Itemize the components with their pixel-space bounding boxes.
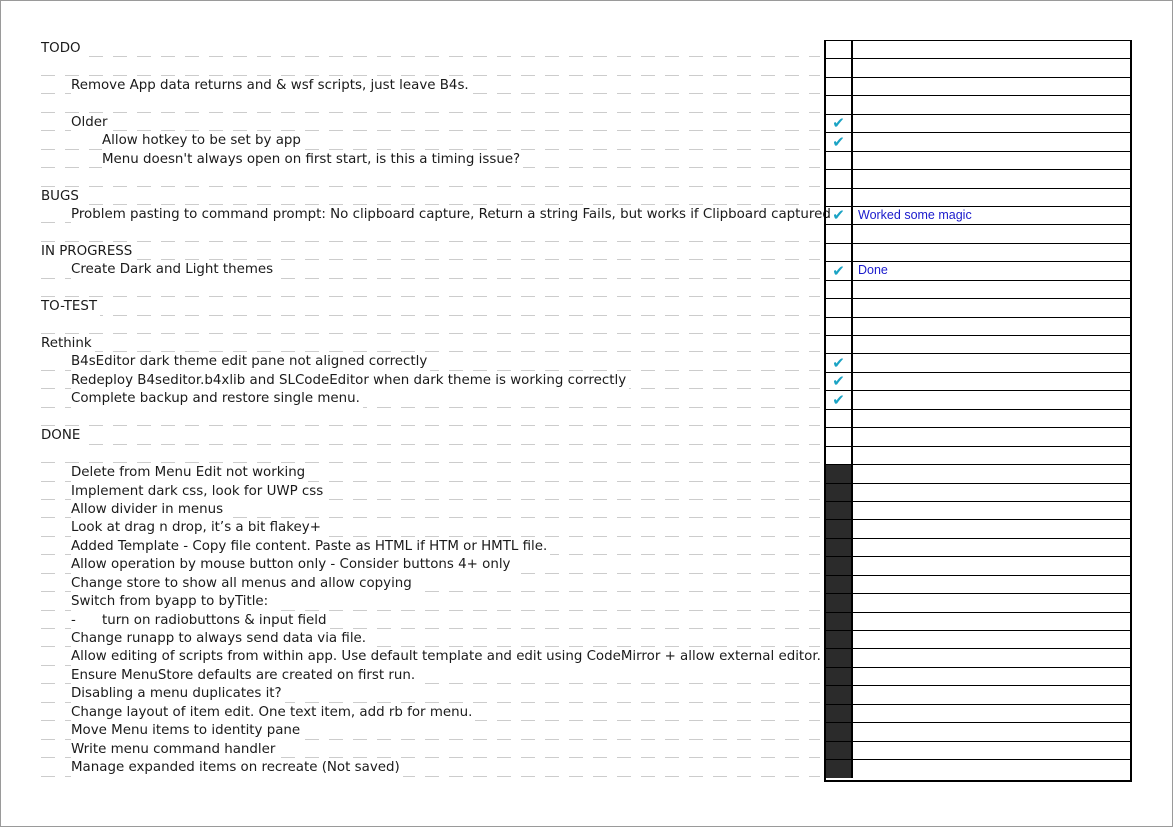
check-cell[interactable] [826,557,853,574]
check-cell[interactable] [826,760,853,777]
grid-row [826,224,1130,242]
task-row [0,741,820,759]
task-row [0,95,820,113]
check-cell[interactable] [826,742,853,759]
grid-row [826,409,1130,427]
task-row [0,648,820,666]
grid-row [826,132,1130,150]
check-cell[interactable] [826,373,853,390]
task-text: TODO [41,41,81,56]
check-cell[interactable] [826,281,853,298]
status-note: Done [858,263,888,278]
section-heading [41,298,100,316]
task-row [0,390,820,408]
check-cell[interactable] [826,520,853,537]
task-row [0,704,820,722]
task-item-text [71,538,550,556]
task-text: Implement dark css, look for UWP css [71,483,324,499]
check-cell[interactable] [826,115,853,132]
check-cell[interactable] [826,244,853,261]
task-item-text [71,501,226,519]
grid-row [826,95,1130,113]
dashed-guide-line [41,315,820,316]
task-text: Move Menu items to identity pane [71,723,301,739]
task-text: BUGS [41,188,79,204]
checkmark-icon: ✔ [832,261,845,280]
check-cell[interactable] [826,428,853,445]
task-text: Allow divider in menus [71,501,224,517]
grid-row [826,556,1130,574]
dashed-guide-line [41,112,820,113]
dashed-guide-line [41,186,820,187]
grid-row [826,298,1130,316]
task-row [0,280,820,298]
dashed-guide-line [41,241,820,242]
task-text: Problem pasting to command prompt: No clipboard capture, Return a string Fails, but works if Clipboard captured [71,206,831,222]
check-cell[interactable] [826,686,853,703]
check-cell[interactable] [826,299,853,316]
grid-row [826,704,1130,722]
task-row [0,759,820,777]
grid-row [826,40,1130,58]
task-row [0,538,820,556]
task-item-text [71,741,278,759]
task-row [0,224,820,242]
check-cell[interactable] [826,502,853,519]
grid-row [826,648,1130,666]
check-cell[interactable] [826,594,853,611]
check-cell[interactable] [826,613,853,630]
check-cell[interactable] [826,631,853,648]
grid-row [826,58,1130,76]
task-row [0,630,820,648]
task-item-text [71,648,824,666]
grid-row [826,151,1130,169]
checkmark-icon: ✔ [832,390,845,409]
grid-row [826,593,1130,611]
task-row [0,132,820,150]
task-item-text [71,464,308,482]
check-cell[interactable] [826,447,853,464]
check-cell[interactable] [826,41,853,58]
check-cell[interactable] [826,649,853,666]
check-cell[interactable] [826,391,853,408]
task-row [0,206,831,224]
task-row [0,464,820,482]
task-text: IN PROGRESS [41,243,133,259]
check-cell[interactable] [826,225,853,242]
task-row [0,188,820,206]
task-item-text [71,77,472,95]
task-row [0,40,820,58]
task-row [0,77,820,95]
task-text: Manage expanded items on recreate (Not saved) [71,760,400,776]
task-text: Disabling a menu duplicates it? [71,686,282,702]
task-text: B4sEditor dark theme edit pane not aligned correctly [71,354,428,370]
task-row [0,483,820,501]
task-row [0,298,820,316]
dashed-guide-line [41,444,820,445]
check-cell[interactable] [826,207,853,224]
task-row [0,501,820,519]
check-cell[interactable] [826,354,853,371]
status-grid [824,40,1132,782]
grid-row [826,353,1130,371]
section-heading [41,335,95,353]
task-item-text [71,483,326,501]
task-item-text [71,114,111,132]
task-item-text [71,704,475,722]
section-heading [41,243,135,261]
task-row [0,409,820,427]
grid-row [826,427,1130,445]
task-item-text [71,593,271,611]
task-text: Switch from byapp to byTitle: [71,594,269,610]
checkmark-icon: ✔ [832,353,845,372]
check-cell[interactable] [826,78,853,95]
task-row [0,261,820,279]
task-text: Create Dark and Light themes [71,262,274,278]
grid-row [826,372,1130,390]
task-row [0,593,820,611]
grid-row [826,114,1130,132]
grid-row [826,519,1130,537]
task-text: Change runapp to always send data via file. [71,631,367,646]
task-item-text [71,630,369,648]
task-item-text [71,575,415,593]
checkmark-icon: ✔ [832,114,845,133]
task-item-text [71,685,285,703]
task-item-text [102,151,523,169]
grid-row [826,169,1130,187]
check-cell[interactable] [826,410,853,427]
task-text: Complete backup and restore single menu. [71,391,360,407]
list-bullet: - [71,612,76,628]
task-text: Added Template - Copy file content. Paste as HTML if HTM or HMTL file. [71,538,548,554]
grid-row [826,188,1130,206]
task-row [0,446,820,464]
grid-row [826,685,1130,703]
grid-row [826,317,1130,335]
section-heading [41,427,83,445]
task-row [0,151,820,169]
section-heading [41,188,82,206]
check-cell[interactable] [826,152,853,169]
task-row [0,169,820,187]
task-item-text [71,759,403,777]
checkmark-icon: ✔ [832,206,845,225]
task-item-text [71,261,276,279]
task-row [0,114,820,132]
dashed-guide-line [41,204,820,205]
task-item-text [71,206,834,224]
task-row [0,58,820,76]
check-cell[interactable] [826,170,853,187]
dashed-guide-line [41,56,820,57]
grid-row [826,446,1130,464]
section-heading [41,40,84,58]
task-text: Look at drag n drop, it’s a bit flakey+ [71,520,321,536]
check-cell[interactable] [826,59,853,76]
dashed-guide-line [41,130,820,131]
task-text: turn on radiobuttons & input field [102,612,327,628]
check-cell[interactable] [826,318,853,335]
task-text: Change layout of item edit. One text item, add rb for menu. [71,704,473,720]
task-text: Allow editing of scripts from within app. Use default template and edit using CodeMirror + allow external editor. [71,649,821,665]
status-note: Worked some magic [858,207,972,222]
task-text: Allow operation by mouse button only - Consider buttons 4+ only [71,557,511,573]
task-row [0,243,820,261]
dashed-guide-line [41,462,820,463]
grid-row [826,483,1130,501]
task-item-text [71,519,324,537]
task-item-text [71,390,363,408]
grid-row [826,77,1130,95]
task-text: Older [71,114,108,130]
dashed-guide-line [41,333,820,334]
grid-row [826,243,1130,261]
dashed-guide-line [41,425,820,426]
check-cell[interactable] [826,336,853,353]
task-item-text [71,556,513,574]
check-cell[interactable] [826,668,853,685]
dashed-guide-line [41,75,820,76]
task-text: Allow hotkey to be set by app [102,133,301,149]
grid-row [826,759,1130,777]
check-cell[interactable] [826,189,853,206]
task-item-text [71,722,303,740]
check-cell[interactable] [826,539,853,556]
task-text: Remove App data returns and & wsf scripts, just leave B4s. [71,77,469,93]
task-item-text [71,612,330,630]
grid-row [826,630,1130,648]
status-grid-body [826,40,1130,778]
task-text: Ensure MenuStore defaults are created on first run. [71,667,416,683]
task-row [0,556,820,574]
task-row [0,667,820,685]
task-row [0,317,820,335]
task-item-text [102,132,304,150]
task-row [0,427,820,445]
grid-row [826,261,1130,279]
grid-row [826,280,1130,298]
task-text: Redeploy B4seditor.b4xlib and SLCodeEditor when dark theme is working correctly [71,372,627,388]
grid-row [826,335,1130,353]
task-row [0,685,820,703]
check-cell[interactable] [826,576,853,593]
check-cell[interactable] [826,484,853,501]
checkmark-icon: ✔ [832,132,845,151]
task-list [0,40,831,778]
task-text: Change store to show all menus and allow copying [71,575,412,591]
dashed-guide-line [41,351,820,352]
check-cell[interactable] [826,465,853,482]
grid-row [826,741,1130,759]
check-cell[interactable] [826,96,853,113]
task-text: Rethink [41,336,92,351]
task-row [0,575,820,593]
task-item-text [71,372,629,390]
task-row [0,722,820,740]
task-row [0,353,820,371]
task-row [0,519,820,537]
grid-row [826,464,1130,482]
grid-row [826,390,1130,408]
grid-row [826,501,1130,519]
grid-row [826,206,1130,224]
task-text: Menu doesn't always open on first start, is this a timing issue? [102,151,521,167]
check-cell[interactable] [826,705,853,722]
task-item-text [71,667,418,685]
dashed-guide-line [41,259,820,260]
task-text: TO-TEST [41,299,98,315]
check-cell[interactable] [826,262,853,279]
task-text: DONE [41,428,81,444]
grid-bottom-border [826,780,1130,782]
grid-row [826,575,1130,593]
task-row [0,372,820,390]
grid-row [826,612,1130,630]
check-cell[interactable] [826,723,853,740]
task-text: Delete from Menu Edit not working [71,465,306,481]
checkmark-icon: ✔ [832,372,845,391]
grid-row [826,667,1130,685]
task-row [0,612,820,630]
check-cell[interactable] [826,133,853,150]
task-row [0,335,820,353]
task-text: Write menu command handler [71,741,276,757]
task-item-text [71,353,430,371]
grid-row [826,538,1130,556]
dashed-guide-line [41,296,820,297]
grid-row [826,722,1130,740]
